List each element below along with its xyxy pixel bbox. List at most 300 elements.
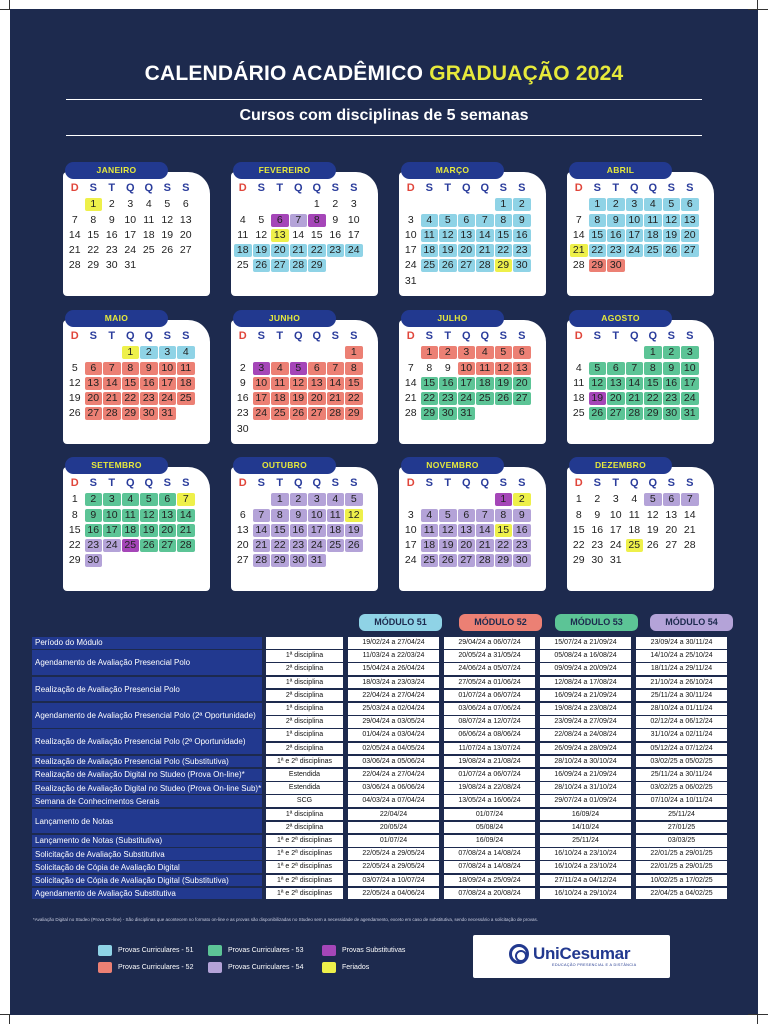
date-cell: 03/06/24 a 05/06/24 [348, 756, 439, 768]
calendar-day: 28 [177, 539, 195, 552]
calendar-day: 27 [159, 539, 177, 552]
calendar-day: 14 [476, 524, 494, 537]
day-grid [66, 477, 195, 569]
calendar-day: 1 [575, 493, 582, 506]
calendar-day: 13 [607, 377, 625, 390]
calendar-day: 12 [161, 213, 174, 226]
calendar-day: 8 [495, 509, 513, 522]
date-cell: 25/11/24 a 30/11/24 [636, 769, 727, 781]
calendar-day: 3 [308, 493, 326, 506]
calendar-day: 2 [108, 198, 115, 211]
calendar-day: 30 [140, 407, 158, 420]
logo-brand: UniCesumar [533, 944, 631, 963]
date-cell: 25/11/24 [636, 809, 727, 821]
weekday-label: Q [461, 330, 471, 342]
date-cell: 05/08/24 a 16/08/24 [540, 650, 631, 662]
weekday-label: S [667, 330, 675, 342]
calendar-day: 3 [127, 198, 134, 211]
calendar-day: 10 [347, 213, 360, 226]
calendar-day: 4 [327, 493, 345, 506]
day-grid [234, 182, 363, 274]
row-sublabel: 1ª disciplina [266, 729, 343, 741]
legend-item [208, 945, 303, 956]
calendar-day: 26 [68, 407, 81, 420]
calendar-day: 22 [644, 392, 662, 405]
weekday-label: D [574, 477, 583, 489]
date-cell: 16/10/24 a 23/10/24 [540, 861, 631, 873]
calendar-day: 15 [87, 228, 100, 241]
calendar-day: 2 [85, 493, 103, 506]
date-cell: 08/07/24 a 12/07/24 [444, 716, 535, 728]
date-cell: 14/10/24 a 25/10/24 [636, 650, 727, 662]
calendar-day: 15 [271, 524, 289, 537]
month-name: FEVEREIRO [233, 162, 336, 179]
date-cell: 03/02/25 a 05/02/25 [636, 756, 727, 768]
date-cell: 16/09/24 [444, 835, 535, 847]
calendar-day: 5 [439, 214, 457, 227]
row-label: Realização de Avaliação Presencial Polo (2ª Oportunidade) [32, 729, 262, 754]
calendar-day: 26 [663, 244, 681, 257]
calendar-day: 3 [681, 346, 699, 359]
calendar-day: 2 [332, 198, 339, 211]
calendar-day: 14 [327, 377, 345, 390]
date-cell: 16/10/24 a 23/10/24 [540, 848, 631, 860]
calendar-day: 10 [308, 509, 326, 522]
legend-swatch [322, 945, 336, 956]
date-cell: 22/04/24 [348, 809, 439, 821]
calendar-day: 30 [591, 554, 604, 567]
month-5 [63, 313, 210, 444]
weekday-label: S [667, 477, 675, 489]
row-sublabel: 1ª disciplina [266, 677, 343, 689]
calendar-day: 21 [570, 244, 588, 257]
weekday-label: D [238, 330, 247, 342]
date-cell: 19/08/24 a 21/08/24 [444, 756, 535, 768]
row-label: Lançamento de Notas [32, 809, 262, 834]
calendar-day: 28 [626, 407, 644, 420]
weekday-label: S [350, 182, 358, 194]
legend-label: Provas Curriculares - 53 [228, 947, 304, 954]
logo-tagline: EDUCAÇÃO PRESENCIAL E A DISTÂNCIA [552, 963, 637, 967]
date-cell: 13/05/24 a 16/06/24 [444, 795, 535, 807]
month-name: NOVEMBRO [401, 457, 504, 474]
row-label: Solicitação de Avaliação Substitutiva [32, 848, 262, 860]
calendar-day: 10 [404, 228, 417, 241]
calendar-day: 21 [683, 523, 696, 536]
calendar-day: 10 [159, 362, 177, 375]
legend-label: Feriados [342, 964, 370, 971]
calendar-day: 23 [513, 244, 531, 257]
calendar-day: 11 [143, 213, 155, 226]
calendar-day: 6 [308, 362, 326, 375]
calendar-day: 20 [458, 539, 476, 552]
calendar-day: 30 [236, 422, 249, 435]
calendar-day: 20 [607, 392, 625, 405]
calendar-day: 18 [327, 524, 345, 537]
date-cell: 20/05/24 a 31/05/24 [444, 650, 535, 662]
calendar-day: 23 [513, 539, 531, 552]
date-cell: 26/09/24 a 28/09/24 [540, 743, 631, 755]
calendar-day: 2 [239, 361, 246, 374]
calendar-day: 24 [253, 407, 271, 420]
calendar-day: 5 [663, 198, 681, 211]
calendar-day: 2 [513, 198, 531, 211]
day-grid [66, 182, 195, 274]
calendar-day: 1 [421, 346, 439, 359]
day-grid [570, 330, 699, 422]
month-name: DEZEMBRO [569, 457, 672, 474]
calendar-day: 19 [589, 392, 607, 405]
calendar-day: 9 [239, 376, 246, 389]
legend-item [208, 962, 303, 973]
calendar-day: 8 [644, 362, 662, 375]
date-cell: 03/02/25 a 06/02/25 [636, 782, 727, 794]
calendar-day: 20 [665, 523, 678, 536]
calendar-day: 24 [345, 244, 363, 257]
calendar-day: 5 [439, 509, 457, 522]
calendar-day: 28 [253, 554, 271, 567]
date-cell: 31/10/24 a 02/11/24 [636, 729, 727, 741]
date-cell: 01/07/24 [444, 809, 535, 821]
calendar-day: 29 [308, 259, 326, 272]
month-name: ABRIL [569, 162, 672, 179]
weekday-label: Q [461, 182, 471, 194]
month-12 [567, 460, 714, 591]
row-sublabel: 1ª disciplina [266, 703, 343, 715]
calendar-day: 13 [458, 229, 476, 242]
calendar-day: 27 [665, 539, 678, 552]
weekday-label: D [406, 330, 415, 342]
date-cell: 10/02/25 a 17/02/25 [636, 875, 727, 887]
calendar-day: 26 [439, 554, 457, 567]
weekday-label: Q [125, 477, 135, 489]
calendar-day: 8 [308, 214, 326, 227]
calendar-day: 22 [589, 244, 607, 257]
weekday-label: S [350, 477, 358, 489]
calendar-day: 30 [439, 407, 457, 420]
calendar-day: 3 [407, 508, 414, 521]
month-10 [231, 460, 378, 591]
calendar-day: 12 [345, 509, 363, 522]
calendar-day: 16 [439, 377, 457, 390]
calendar-day: 27 [513, 392, 531, 405]
calendar-day: 18 [271, 392, 289, 405]
calendar-day: 22 [308, 244, 326, 257]
trim-mark [748, 1014, 768, 1015]
calendar-day: 4 [644, 198, 662, 211]
footnote: *Avaliação Digital no Studeo (Prova On-line) - São disciplinas que acontecem no formato on-line e as provas são disponibilizadas no Studeo sem a necessidade de agendamento, exceto em caso de substitutiva, sendo necessário a solicitação de provas. [33, 917, 538, 922]
calendar-day: 22 [572, 539, 585, 552]
row-sublabel: 2ª disciplina [266, 663, 343, 675]
weekday-label: S [593, 182, 601, 194]
calendar-day: 26 [345, 539, 363, 552]
calendar-day: 9 [594, 508, 601, 521]
day-grid [66, 330, 195, 422]
calendar-day: 5 [589, 362, 607, 375]
calendar-day: 1 [495, 493, 513, 506]
calendar-day: 14 [253, 524, 271, 537]
legend-label: Provas Curriculares - 51 [118, 947, 194, 954]
calendar-day: 4 [239, 213, 246, 226]
weekday-label: Q [144, 182, 154, 194]
calendar-day: 7 [253, 509, 271, 522]
calendar-day: 24 [103, 539, 121, 552]
trim-mark [757, 1014, 758, 1024]
month-8 [567, 313, 714, 444]
calendar-day: 21 [327, 392, 345, 405]
date-cell: 25/11/24 a 30/11/24 [636, 690, 727, 702]
calendar-day: 11 [476, 362, 494, 375]
row-sublabel: 1ª e 2ª disciplinas [266, 835, 343, 847]
date-cell: 09/09/24 a 20/09/24 [540, 663, 631, 675]
row-label: Período do Módulo [32, 637, 262, 649]
calendar-day: 20 [179, 228, 192, 241]
weekday-label: D [574, 182, 583, 194]
weekday-label: T [108, 330, 116, 342]
weekday-label: Q [629, 330, 639, 342]
calendar-day: 27 [681, 244, 699, 257]
calendar-day: 25 [644, 244, 662, 257]
date-cell: 15/07/24 a 21/09/24 [540, 637, 631, 649]
weekday-label: D [574, 330, 583, 342]
row-sublabel: 2ª disciplina [266, 822, 343, 834]
calendar-day: 2 [513, 493, 531, 506]
calendar-day: 28 [683, 539, 696, 552]
calendar-day: 19 [290, 392, 308, 405]
calendar-day: 17 [404, 539, 417, 552]
weekday-label: S [425, 330, 433, 342]
calendar-day: 25 [122, 539, 140, 552]
calendar-day: 29 [68, 554, 81, 567]
legend-swatch [208, 962, 222, 973]
date-cell: 22/01/25 a 29/01/25 [636, 848, 727, 860]
calendar-day: 17 [347, 228, 360, 241]
calendar-day: 6 [607, 362, 625, 375]
calendar-day: 8 [589, 214, 607, 227]
calendar-day: 9 [108, 213, 115, 226]
row-sublabel: 1ª e 2ª disciplinas [266, 888, 343, 900]
month-name: MARÇO [401, 162, 504, 179]
date-cell: 03/06/24 a 06/06/24 [348, 782, 439, 794]
calendar-day: 7 [177, 493, 195, 506]
month-9 [63, 460, 210, 591]
calendar-day: 9 [444, 361, 451, 374]
calendar-day: 24 [681, 392, 699, 405]
calendar-day: 26 [495, 392, 513, 405]
trim-mark [748, 9, 768, 10]
calendar-day: 17 [404, 244, 417, 257]
row-sublabel: 1ª disciplina [266, 809, 343, 821]
calendar-day: 10 [404, 523, 417, 536]
calendar-day: 31 [159, 407, 177, 420]
calendar-day: 6 [458, 509, 476, 522]
calendar-day: 30 [663, 407, 681, 420]
calendar-day: 31 [681, 407, 699, 420]
legend-item [98, 962, 193, 973]
calendar-day: 6 [239, 508, 246, 521]
calendar-day: 9 [607, 214, 625, 227]
date-cell: 04/03/24 a 07/04/24 [348, 795, 439, 807]
date-cell: 22/04/24 a 27/04/24 [348, 690, 439, 702]
calendar-day: 16 [513, 229, 531, 242]
weekday-label: T [276, 477, 284, 489]
calendar-day: 8 [345, 362, 363, 375]
calendar-day: 3 [350, 198, 357, 211]
calendar-day: 11 [237, 228, 249, 241]
weekday-label: S [163, 477, 171, 489]
weekday-label: S [518, 477, 526, 489]
month-name: MAIO [65, 310, 168, 327]
calendar-day: 16 [85, 524, 103, 537]
calendar-day: 4 [122, 493, 140, 506]
calendar-day: 15 [644, 377, 662, 390]
calendar-day: 2 [140, 346, 158, 359]
calendar-day: 7 [476, 509, 494, 522]
row-label: Realização de Avaliação Presencial Polo (Substitutiva) [32, 756, 262, 768]
calendar-day: 30 [513, 259, 531, 272]
calendar-day: 19 [495, 377, 513, 390]
calendar-day: 23 [663, 392, 681, 405]
calendar-day: 11 [421, 524, 439, 537]
calendar-day: 13 [236, 523, 249, 536]
calendar-day: 25 [327, 539, 345, 552]
weekday-label: Q [144, 330, 154, 342]
calendar-day: 10 [124, 213, 137, 226]
date-cell: 23/09/24 a 30/11/24 [636, 637, 727, 649]
month-11 [399, 460, 546, 591]
calendar-day: 2 [439, 346, 457, 359]
weekday-label: D [70, 182, 79, 194]
legend-label: Provas Substitutivas [342, 947, 406, 954]
calendar-day: 25 [177, 392, 195, 405]
calendar-day: 24 [159, 392, 177, 405]
calendar-day: 7 [103, 362, 121, 375]
calendar-day: 4 [145, 198, 152, 211]
calendar-day: 22 [495, 244, 513, 257]
date-cell: 22/04/25 a 04/02/25 [636, 888, 727, 900]
date-cell: 07/10/24 a 10/11/24 [636, 795, 727, 807]
calendar-day: 23 [439, 392, 457, 405]
calendar-day: 14 [572, 228, 585, 241]
calendar-day: 29 [495, 554, 513, 567]
calendar-day: 12 [439, 524, 457, 537]
calendar-day: 5 [164, 198, 171, 211]
date-cell: 29/07/24 a 01/09/24 [540, 795, 631, 807]
calendar-day: 1 [495, 198, 513, 211]
weekday-label: Q [312, 182, 322, 194]
logo-mark-icon [509, 944, 529, 964]
calendar-day: 21 [103, 392, 121, 405]
month-1 [63, 165, 210, 296]
calendar-day: 29 [87, 259, 100, 272]
calendar-day: 22 [495, 539, 513, 552]
weekday-label: S [686, 182, 694, 194]
month-name: OUTUBRO [233, 457, 336, 474]
calendar-day: 4 [271, 362, 289, 375]
calendar-day: 26 [439, 259, 457, 272]
legend-item [322, 962, 369, 973]
date-cell: 22/01/25 a 29/01/25 [636, 861, 727, 873]
row-sublabel: SCG [266, 795, 343, 807]
calendar-day: 22 [271, 539, 289, 552]
legend-swatch [98, 962, 112, 973]
weekday-label: Q [629, 182, 639, 194]
weekday-label: T [444, 330, 452, 342]
date-cell: 05/12/24 a 07/12/24 [636, 743, 727, 755]
calendar-day: 31 [458, 407, 476, 420]
calendar-day: 22 [421, 392, 439, 405]
calendar-day: 10 [103, 509, 121, 522]
calendar-day: 7 [407, 361, 414, 374]
calendar-day: 18 [421, 244, 439, 257]
calendar-day: 1 [313, 198, 320, 211]
page-title [0, 62, 768, 86]
weekday-label: Q [480, 477, 490, 489]
calendar-day: 3 [103, 493, 121, 506]
calendar-day: 26 [290, 407, 308, 420]
calendar-day: 25 [476, 392, 494, 405]
row-label: Solicitação de Cópia de Avaliação Digital [32, 861, 262, 873]
calendar-day: 25 [142, 244, 155, 257]
date-cell: 01/07/24 [348, 835, 439, 847]
weekday-label: Q [293, 477, 303, 489]
calendar-day: 24 [308, 539, 326, 552]
calendar-day: 4 [631, 493, 638, 506]
calendar-day: 11 [628, 508, 640, 521]
calendar-day: 28 [327, 407, 345, 420]
calendar-day: 29 [271, 554, 289, 567]
calendar-day: 17 [681, 377, 699, 390]
calendar-day: 29 [644, 407, 662, 420]
month-name: JANEIRO [65, 162, 168, 179]
weekday-label: S [331, 182, 339, 194]
calendar-day: 24 [404, 259, 417, 272]
calendar-day: 21 [68, 244, 81, 257]
date-cell: 24/06/24 a 05/07/24 [444, 663, 535, 675]
calendar-day: 18 [628, 523, 641, 536]
weekday-label: Q [125, 182, 135, 194]
weekday-label: S [89, 477, 97, 489]
calendar-day: 9 [663, 362, 681, 375]
calendar-day: 22 [68, 539, 81, 552]
weekday-label: D [406, 477, 415, 489]
calendar-day: 30 [290, 554, 308, 567]
calendar-day: 1 [122, 346, 140, 359]
calendar-day: 12 [290, 377, 308, 390]
calendar-day: 15 [68, 523, 81, 536]
weekday-label: S [518, 182, 526, 194]
calendar-day: 17 [103, 524, 121, 537]
date-cell: 25/03/24 a 02/04/24 [348, 703, 439, 715]
calendar-day: 23 [105, 244, 118, 257]
calendar-day: 25 [421, 554, 439, 567]
weekday-label: S [667, 182, 675, 194]
calendar-day: 19 [439, 539, 457, 552]
calendar-day: 6 [458, 214, 476, 227]
day-grid [234, 330, 363, 437]
calendar-day: 31 [308, 554, 326, 567]
legend-swatch [98, 945, 112, 956]
weekday-label: Q [648, 477, 658, 489]
module-header-51: MÓDULO 51 [359, 614, 442, 631]
calendar-day: 2 [663, 346, 681, 359]
calendar-day: 25 [626, 539, 644, 552]
calendar-day: 15 [495, 524, 513, 537]
calendar-day: 28 [290, 259, 308, 272]
date-cell: 28/10/24 a 31/10/24 [540, 782, 631, 794]
weekday-label: T [276, 330, 284, 342]
calendar-day: 31 [124, 259, 137, 272]
